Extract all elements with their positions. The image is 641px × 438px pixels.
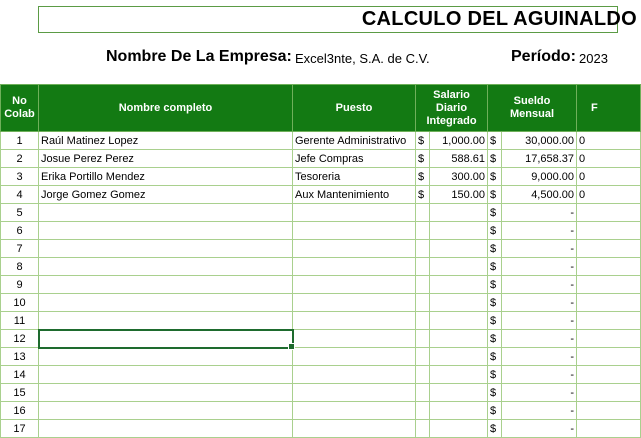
cell-no[interactable]: 4: [1, 186, 39, 204]
cell-salary-currency[interactable]: [416, 276, 430, 294]
sheet-title: CALCULO DEL AGUINALDO: [361, 8, 637, 30]
header-position[interactable]: Puesto: [293, 85, 416, 132]
cell-salary[interactable]: 1,000.00: [430, 132, 488, 150]
cell-monthly[interactable]: -: [502, 294, 577, 312]
cell-name[interactable]: Raúl Matinez Lopez: [39, 132, 293, 150]
header-row: [1, 85, 641, 132]
cell-next[interactable]: [577, 330, 641, 348]
cell-no[interactable]: 13: [1, 348, 39, 366]
cell-monthly-currency[interactable]: $: [488, 258, 502, 276]
cell-name[interactable]: Erika Portillo Mendez: [39, 168, 293, 186]
cell-next[interactable]: [577, 276, 641, 294]
cell-next[interactable]: [577, 258, 641, 276]
cell-salary[interactable]: [430, 402, 488, 420]
cell-name[interactable]: Josue Perez Perez: [39, 150, 293, 168]
cell-no[interactable]: 2: [1, 150, 39, 168]
cell-salary-currency[interactable]: $: [416, 150, 430, 168]
cell-monthly-currency[interactable]: $: [488, 186, 502, 204]
cell-next[interactable]: [577, 402, 641, 420]
table-row: [1, 276, 641, 294]
cell-monthly-currency[interactable]: $: [488, 276, 502, 294]
table-row: [1, 402, 641, 420]
header-salary[interactable]: Salario Diario Integrado: [416, 85, 488, 132]
cell-salary-currency[interactable]: [416, 222, 430, 240]
cell-name[interactable]: [39, 420, 293, 438]
cell-salary-currency[interactable]: $: [416, 132, 430, 150]
cell-position[interactable]: Aux Mantenimiento: [293, 186, 416, 204]
cell-position[interactable]: Tesoreria: [293, 168, 416, 186]
cell-next[interactable]: 0: [577, 168, 641, 186]
table-row: [1, 258, 641, 276]
table-row: [1, 204, 641, 222]
cell-no[interactable]: 5: [1, 204, 39, 222]
cell-salary-currency[interactable]: $: [416, 186, 430, 204]
cell-position[interactable]: [293, 348, 416, 366]
table-row: [1, 168, 641, 186]
cell-name[interactable]: [39, 402, 293, 420]
cell-monthly-currency[interactable]: $: [488, 240, 502, 258]
cell-no[interactable]: 8: [1, 258, 39, 276]
cell-position[interactable]: [293, 312, 416, 330]
cell-name[interactable]: [39, 294, 293, 312]
cell-no[interactable]: 3: [1, 168, 39, 186]
cell-monthly-currency[interactable]: $: [488, 312, 502, 330]
table-row: [1, 366, 641, 384]
table-row: [1, 384, 641, 402]
cell-salary[interactable]: [430, 240, 488, 258]
cell-name[interactable]: [39, 204, 293, 222]
info-row: [0, 48, 608, 68]
table-row: [1, 420, 641, 438]
cell-salary[interactable]: [430, 348, 488, 366]
cell-next[interactable]: 0: [577, 132, 641, 150]
cell-position[interactable]: [293, 384, 416, 402]
cell-next[interactable]: [577, 204, 641, 222]
cell-monthly-currency[interactable]: $: [488, 384, 502, 402]
cell-salary[interactable]: [430, 294, 488, 312]
cell-monthly[interactable]: -: [502, 312, 577, 330]
cell-no[interactable]: 14: [1, 366, 39, 384]
cell-salary[interactable]: [430, 420, 488, 438]
cell-no[interactable]: 15: [1, 384, 39, 402]
cell-salary-currency[interactable]: [416, 420, 430, 438]
cell-salary[interactable]: 588.61: [430, 150, 488, 168]
table-row: [1, 186, 641, 204]
table-row: [1, 294, 641, 312]
cell-no[interactable]: 12: [1, 330, 39, 348]
cell-monthly-currency[interactable]: $: [488, 222, 502, 240]
cell-next[interactable]: [577, 348, 641, 366]
period-value[interactable]: 2023: [579, 51, 608, 66]
table-row: [1, 222, 641, 240]
fill-handle[interactable]: [288, 343, 295, 350]
cell-monthly-currency[interactable]: $: [488, 420, 502, 438]
cell-salary[interactable]: [430, 204, 488, 222]
cell-monthly[interactable]: -: [502, 366, 577, 384]
cell-monthly[interactable]: 30,000.00: [502, 132, 577, 150]
title-box[interactable]: [38, 6, 637, 33]
cell-salary-currency[interactable]: [416, 348, 430, 366]
cell-salary-currency[interactable]: [416, 258, 430, 276]
table-row: [1, 150, 641, 168]
cell-monthly-currency[interactable]: $: [488, 348, 502, 366]
cell-salary[interactable]: [430, 312, 488, 330]
cell-salary[interactable]: 150.00: [430, 186, 488, 204]
payroll-table: [0, 84, 641, 438]
cell-name[interactable]: Jorge Gomez Gomez: [39, 186, 293, 204]
cell-position[interactable]: [293, 258, 416, 276]
table-row: [1, 312, 641, 330]
cell-monthly[interactable]: -: [502, 240, 577, 258]
cell-position[interactable]: [293, 294, 416, 312]
cell-monthly[interactable]: -: [502, 402, 577, 420]
cell-monthly[interactable]: 17,658.37: [502, 150, 577, 168]
cell-monthly[interactable]: -: [502, 420, 577, 438]
header-monthly[interactable]: Sueldo Mensual: [488, 85, 577, 132]
cell-no[interactable]: 6: [1, 222, 39, 240]
cell-salary-currency[interactable]: [416, 312, 430, 330]
cell-monthly-currency[interactable]: $: [488, 168, 502, 186]
cell-no[interactable]: 7: [1, 240, 39, 258]
cell-monthly[interactable]: -: [502, 330, 577, 348]
cell-next[interactable]: [577, 420, 641, 438]
table-row: [1, 240, 641, 258]
company-label: Nombre De La Empresa:: [106, 48, 292, 65]
cell-name[interactable]: [39, 222, 293, 240]
cell-monthly-currency[interactable]: $: [488, 402, 502, 420]
cell-salary[interactable]: [430, 330, 488, 348]
cell-next[interactable]: [577, 366, 641, 384]
cell-salary-currency[interactable]: [416, 294, 430, 312]
cell-monthly[interactable]: 9,000.00: [502, 168, 577, 186]
cell-no[interactable]: 11: [1, 312, 39, 330]
cell-next[interactable]: 0: [577, 150, 641, 168]
cell-name[interactable]: [39, 312, 293, 330]
cell-salary-currency[interactable]: [416, 402, 430, 420]
table-row: [1, 330, 641, 348]
cell-monthly[interactable]: -: [502, 222, 577, 240]
cell-salary-currency[interactable]: [416, 204, 430, 222]
cell-next[interactable]: [577, 240, 641, 258]
cell-position[interactable]: [293, 276, 416, 294]
cell-monthly-currency[interactable]: $: [488, 132, 502, 150]
cell-position[interactable]: [293, 222, 416, 240]
table-row: [1, 132, 641, 150]
cell-position[interactable]: [293, 366, 416, 384]
cell-monthly[interactable]: 4,500.00: [502, 186, 577, 204]
cell-position[interactable]: Gerente Administrativo: [293, 132, 416, 150]
cell-monthly[interactable]: -: [502, 204, 577, 222]
cell-monthly[interactable]: -: [502, 258, 577, 276]
cell-name[interactable]: [39, 366, 293, 384]
cell-monthly-currency[interactable]: $: [488, 204, 502, 222]
cell-monthly-currency[interactable]: $: [488, 330, 502, 348]
selected-cell[interactable]: [39, 330, 293, 348]
cell-no[interactable]: 10: [1, 294, 39, 312]
header-next[interactable]: F: [577, 85, 641, 132]
cell-salary-currency[interactable]: [416, 366, 430, 384]
cell-salary-currency[interactable]: [416, 384, 430, 402]
cell-position[interactable]: [293, 420, 416, 438]
cell-monthly[interactable]: -: [502, 276, 577, 294]
cell-monthly-currency[interactable]: $: [488, 366, 502, 384]
cell-no[interactable]: 9: [1, 276, 39, 294]
cell-next[interactable]: [577, 312, 641, 330]
cell-monthly-currency[interactable]: $: [488, 150, 502, 168]
cell-salary-currency[interactable]: [416, 330, 430, 348]
header-name[interactable]: Nombre completo: [39, 85, 293, 132]
cell-next[interactable]: [577, 384, 641, 402]
cell-salary[interactable]: 300.00: [430, 168, 488, 186]
cell-salary-currency[interactable]: [416, 240, 430, 258]
period-label: Período:: [511, 48, 576, 65]
cell-monthly-currency[interactable]: $: [488, 294, 502, 312]
cell-name[interactable]: [39, 276, 293, 294]
cell-name[interactable]: [39, 258, 293, 276]
cell-salary[interactable]: [430, 258, 488, 276]
cell-position[interactable]: [293, 402, 416, 420]
cell-salary-currency[interactable]: $: [416, 168, 430, 186]
cell-name[interactable]: [39, 348, 293, 366]
cell-next[interactable]: [577, 222, 641, 240]
cell-name[interactable]: [39, 384, 293, 402]
cell-name[interactable]: [39, 240, 293, 258]
cell-next[interactable]: [577, 294, 641, 312]
company-value[interactable]: Excel3nte, S.A. de C.V.: [295, 51, 430, 66]
cell-position[interactable]: [293, 204, 416, 222]
cell-salary[interactable]: [430, 222, 488, 240]
cell-next[interactable]: 0: [577, 186, 641, 204]
cell-position[interactable]: [293, 240, 416, 258]
cell-monthly[interactable]: -: [502, 348, 577, 366]
cell-position[interactable]: Jefe Compras: [293, 150, 416, 168]
cell-no[interactable]: 16: [1, 402, 39, 420]
cell-monthly[interactable]: -: [502, 384, 577, 402]
cell-salary[interactable]: [430, 366, 488, 384]
table-row: [1, 348, 641, 366]
cell-position[interactable]: [293, 330, 416, 348]
cell-salary[interactable]: [430, 276, 488, 294]
cell-salary[interactable]: [430, 384, 488, 402]
header-no[interactable]: No Colab: [1, 85, 39, 132]
cell-no[interactable]: 1: [1, 132, 39, 150]
cell-no[interactable]: 17: [1, 420, 39, 438]
